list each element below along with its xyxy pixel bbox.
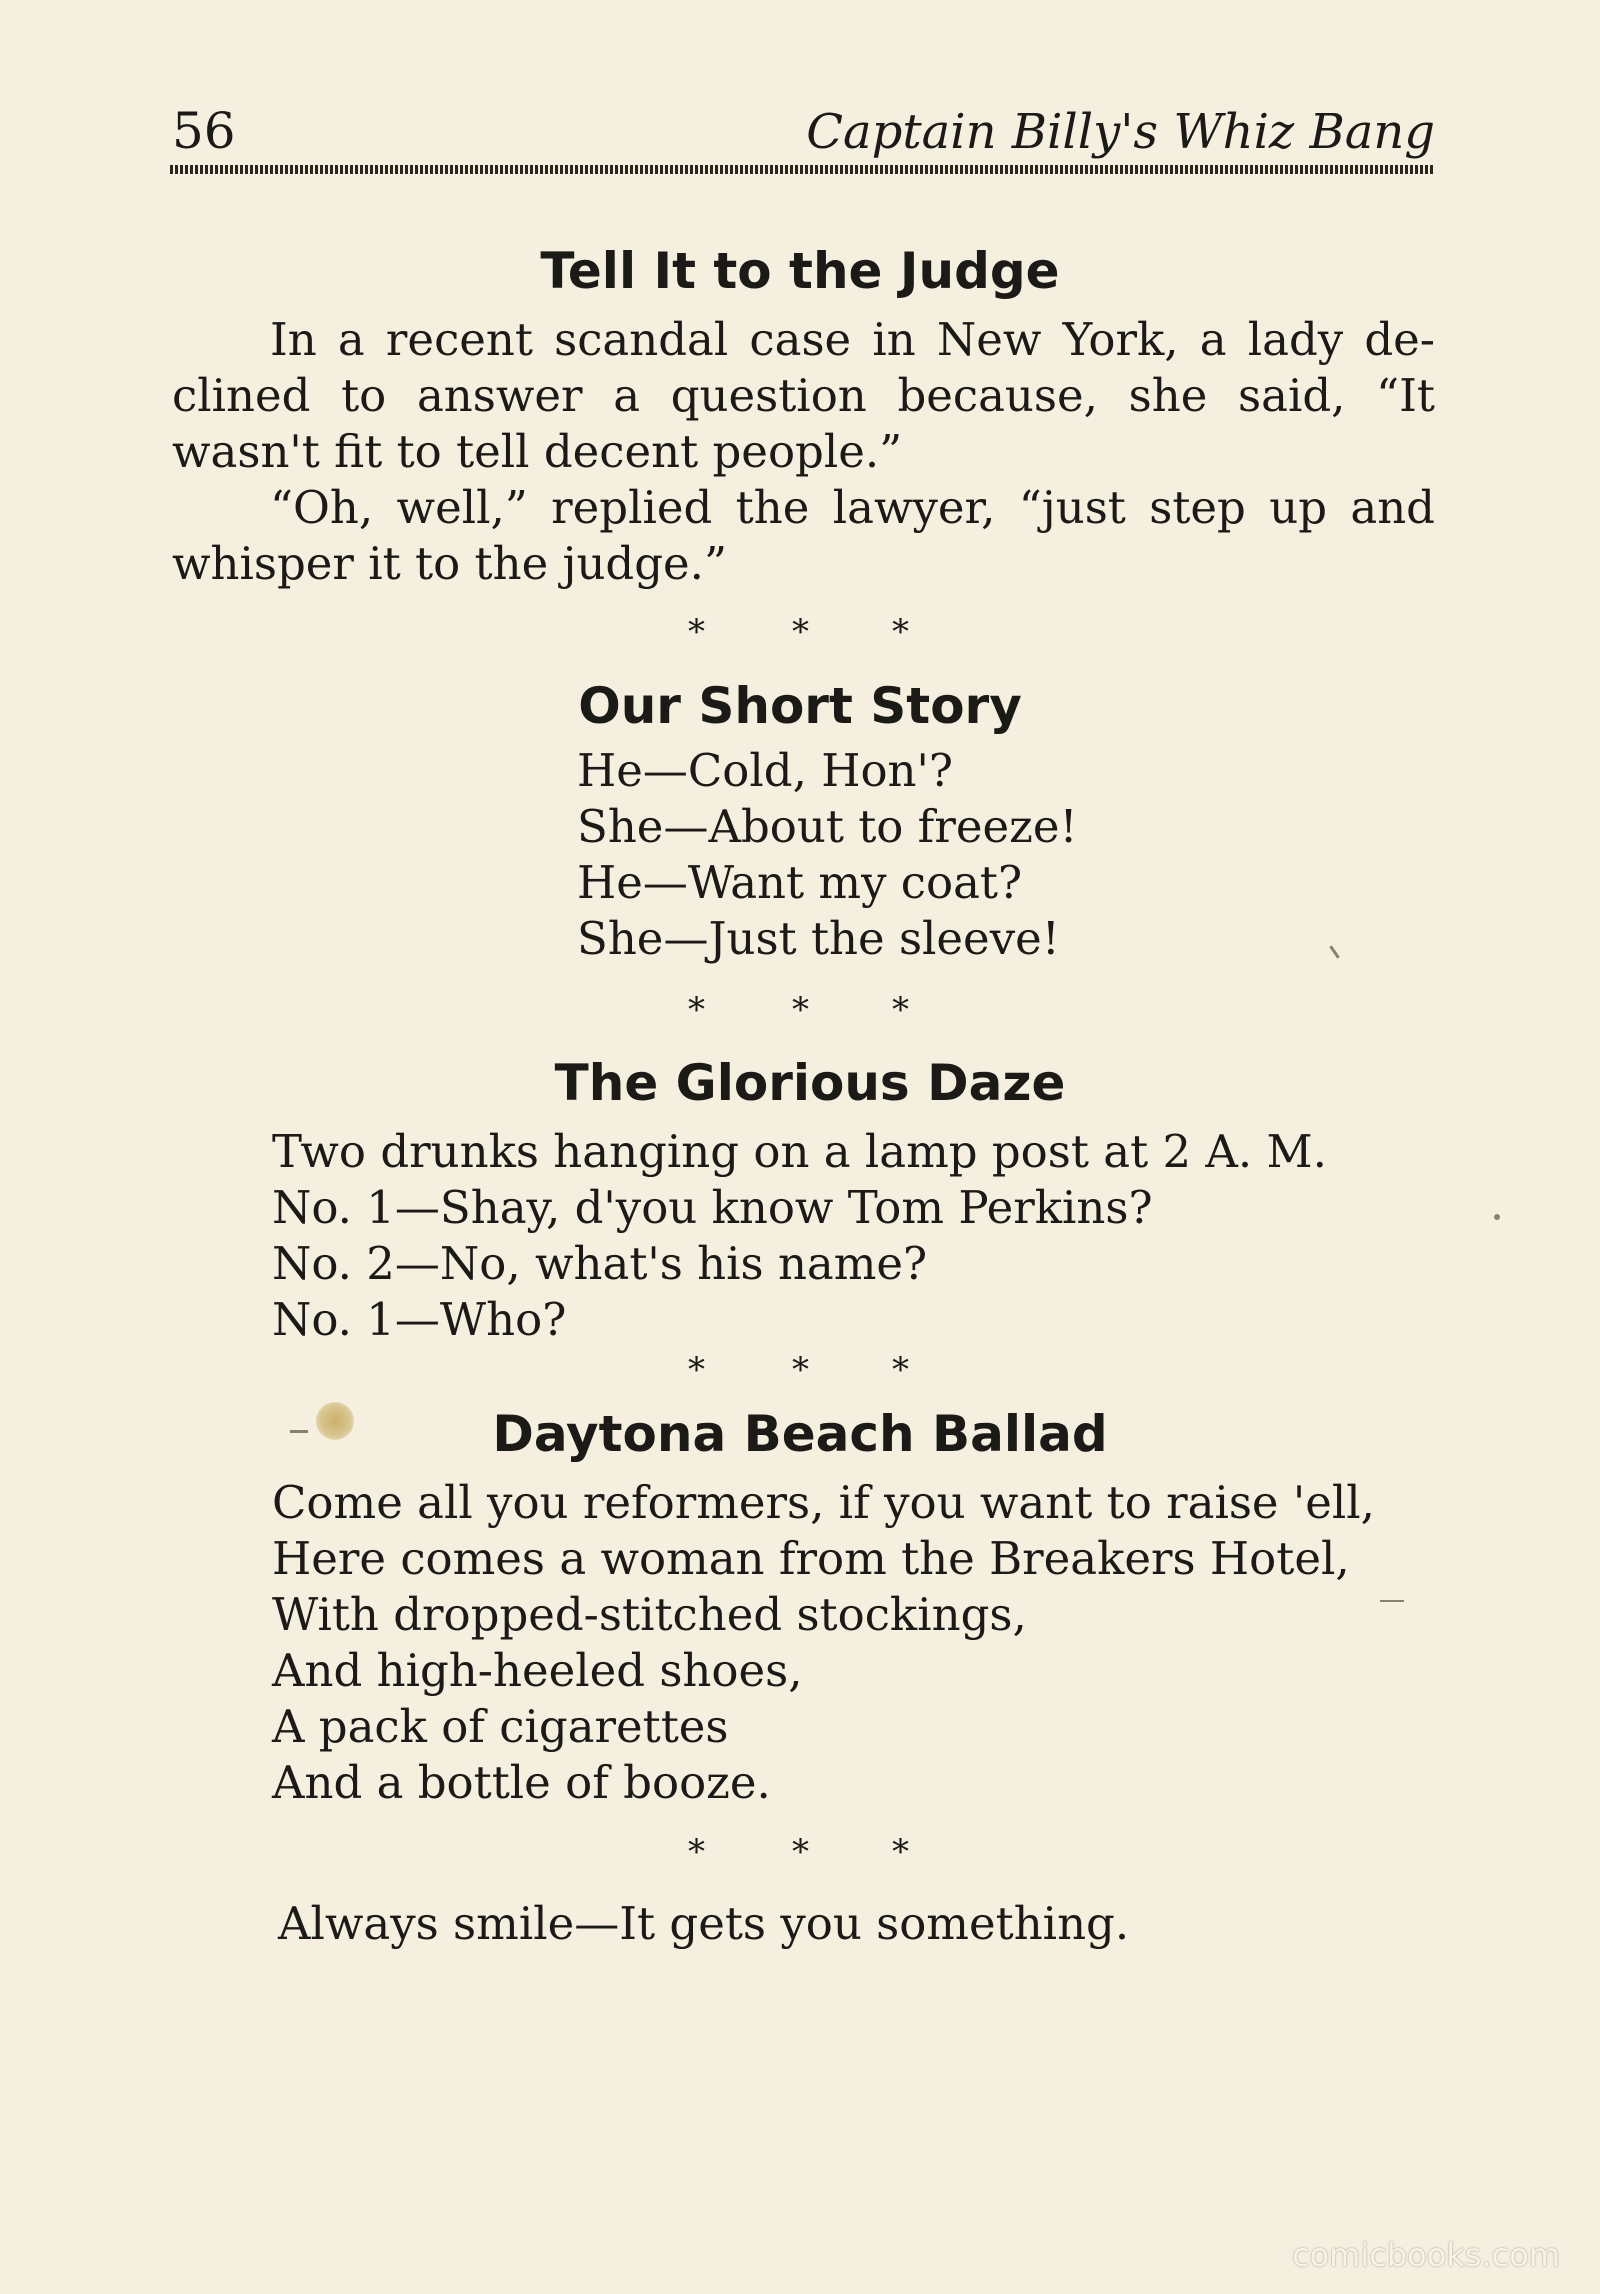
dialogue-line: He—Cold, Hon'? [577,744,954,797]
section-heading-judge: Tell It to the Judge [540,242,1060,300]
verse-line: And a bottle of booze. [272,1756,771,1809]
separator-star: * [688,990,705,1030]
section-heading-short-story: Our Short Story [578,677,1022,735]
paper-speck [1329,945,1339,958]
dialogue-line: No. 1—Who? [272,1293,567,1346]
verse-line: And high-heeled shoes, [272,1644,803,1697]
separator-star: * [688,1350,705,1390]
separator-star: * [892,1832,909,1872]
body-line: clined to answer a question because, she said, “It [172,369,1435,422]
separator-star: * [792,1832,809,1872]
body-line: whisper it to the judge.” [172,537,727,590]
verse-line: With dropped-stitched stockings, [272,1588,1027,1641]
dialogue-line: She—Just the sleeve! [577,912,1060,965]
verse-line: A pack of cigarettes [272,1700,729,1753]
section-heading-glorious-daze: The Glorious Daze [554,1054,1066,1112]
dialogue-line: Two drunks hanging on a lamp post at 2 A. M. [272,1125,1327,1178]
separator-star: * [792,990,809,1030]
page-number: 56 [172,102,236,160]
paper-speck [1494,1214,1500,1220]
dialogue-line: No. 2—No, what's his name? [272,1237,928,1290]
dialogue-line: She—About to freeze! [577,800,1078,853]
body-line: “Oh, well,” replied the lawyer, “just step up and [270,481,1435,534]
running-title: Captain Billy's Whiz Bang [806,104,1435,160]
dialogue-line: He—Want my coat? [577,856,1023,909]
paper-speck [290,1430,308,1433]
body-line: In a recent scandal case in New York, a lady de- [270,313,1435,366]
watermark: comicbooks.com [1291,2236,1560,2274]
verse-line: Here comes a woman from the Breakers Hotel, [272,1532,1350,1585]
separator-star: * [892,612,909,652]
paper-speck [1380,1600,1404,1602]
verse-line: Come all you reformers, if you want to raise 'ell, [272,1476,1375,1529]
closing-line: Always smile—It gets you something. [278,1897,1130,1950]
separator-star: * [688,612,705,652]
separator-star: * [792,1350,809,1390]
separator-star: * [892,1350,909,1390]
dialogue-line: No. 1—Shay, d'you know Tom Perkins? [272,1181,1153,1234]
header-rule [170,165,1435,174]
section-heading-daytona-ballad: Daytona Beach Ballad [492,1405,1108,1463]
separator-star: * [792,612,809,652]
body-line: wasn't fit to tell decent people.” [172,425,903,478]
paper-stain [316,1402,354,1440]
separator-star: * [892,990,909,1030]
separator-star: * [688,1832,705,1872]
